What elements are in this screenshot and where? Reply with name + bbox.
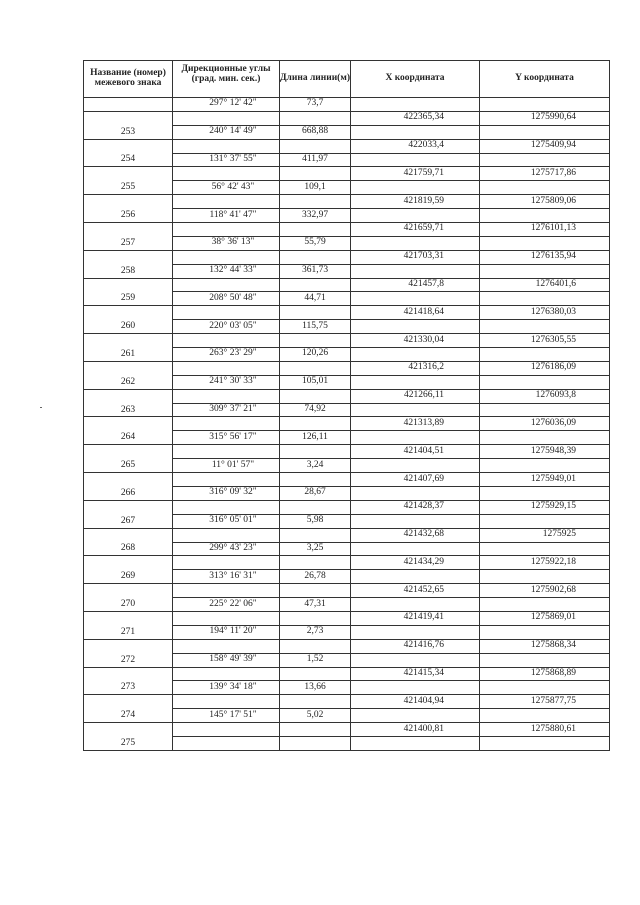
table-row [84, 223, 610, 237]
table-row [84, 611, 610, 625]
x-cell: 421418,64 [351, 306, 480, 320]
y-cell: 1276380,03 [480, 306, 610, 320]
x-cell [351, 542, 480, 556]
length-cell: 126,11 [280, 431, 351, 445]
table-row [84, 639, 610, 653]
table-row [84, 250, 610, 264]
x-cell [351, 486, 480, 500]
angle-cell [173, 667, 280, 681]
x-cell [351, 320, 480, 334]
y-cell [480, 736, 610, 750]
length-cell [280, 139, 351, 153]
point-name-cell: 253 [84, 111, 173, 139]
length-cell [280, 195, 351, 209]
scan-speck [40, 407, 42, 408]
length-cell [280, 667, 351, 681]
angle-cell: 56° 42' 43" [173, 181, 280, 195]
length-cell: 47,31 [280, 598, 351, 612]
y-cell [480, 459, 610, 473]
x-cell [351, 181, 480, 195]
length-cell: 361,73 [280, 264, 351, 278]
length-cell [280, 528, 351, 542]
table-row [84, 445, 610, 459]
length-cell [280, 723, 351, 737]
length-cell: 28,67 [280, 486, 351, 500]
angle-cell: 240° 14' 49" [173, 125, 280, 139]
table-header-row [84, 61, 610, 98]
x-cell [351, 98, 480, 112]
length-cell: 13,66 [280, 681, 351, 695]
y-cell: 1275880,61 [480, 723, 610, 737]
angle-cell [173, 306, 280, 320]
point-name-cell: 274 [84, 695, 173, 723]
angle-cell: 208° 50' 48" [173, 292, 280, 306]
table-row [84, 278, 610, 292]
x-cell: 421400,81 [351, 723, 480, 737]
x-cell [351, 681, 480, 695]
x-cell: 421330,04 [351, 334, 480, 348]
table-body [84, 98, 610, 751]
x-cell [351, 236, 480, 250]
angle-cell [173, 167, 280, 181]
angle-cell [173, 417, 280, 431]
angle-cell: 313° 16' 31" [173, 570, 280, 584]
angle-cell: 38° 36' 13" [173, 236, 280, 250]
length-cell: 115,75 [280, 320, 351, 334]
angle-cell [173, 389, 280, 403]
angle-cell [173, 445, 280, 459]
x-cell [351, 403, 480, 417]
angle-cell [173, 334, 280, 348]
angle-cell [173, 500, 280, 514]
length-cell [280, 445, 351, 459]
point-name-cell: 271 [84, 611, 173, 639]
table-row [84, 584, 610, 598]
name-cell [84, 98, 173, 112]
y-cell [480, 681, 610, 695]
table-row [84, 528, 610, 542]
x-cell [351, 598, 480, 612]
table-row [84, 334, 610, 348]
angle-cell [173, 250, 280, 264]
y-cell: 1276305,55 [480, 334, 610, 348]
angle-cell: 241° 30' 33" [173, 375, 280, 389]
length-cell: 411,97 [280, 153, 351, 167]
angle-cell [173, 723, 280, 737]
length-cell [280, 611, 351, 625]
length-cell [280, 556, 351, 570]
length-cell: 332,97 [280, 209, 351, 223]
boundary-coordinates-table [83, 60, 610, 751]
length-cell: 120,26 [280, 348, 351, 362]
length-cell [280, 361, 351, 375]
y-cell: 1276135,94 [480, 250, 610, 264]
angle-cell: 131° 37' 55" [173, 153, 280, 167]
angle-cell: 316° 09' 32" [173, 486, 280, 500]
x-cell: 421759,71 [351, 167, 480, 181]
angle-cell: 194° 11' 20" [173, 625, 280, 639]
x-cell: 421659,71 [351, 223, 480, 237]
y-cell [480, 375, 610, 389]
point-name-cell: 272 [84, 639, 173, 667]
point-name-cell: 263 [84, 389, 173, 417]
length-cell: 3,24 [280, 459, 351, 473]
length-cell: 3,25 [280, 542, 351, 556]
x-cell: 421432,68 [351, 528, 480, 542]
x-cell [351, 653, 480, 667]
x-cell [351, 125, 480, 139]
length-cell [280, 306, 351, 320]
y-cell: 1276101,13 [480, 223, 610, 237]
table-row [84, 167, 610, 181]
x-cell: 421313,89 [351, 417, 480, 431]
x-cell [351, 736, 480, 750]
header-x: X координата [351, 61, 480, 98]
x-cell [351, 709, 480, 723]
y-cell [480, 598, 610, 612]
point-name-cell: 260 [84, 306, 173, 334]
length-cell: 109,1 [280, 181, 351, 195]
coordinates-sheet [83, 60, 609, 751]
x-cell: 421407,69 [351, 473, 480, 487]
table-row [84, 667, 610, 681]
length-cell: 55,79 [280, 236, 351, 250]
y-cell [480, 570, 610, 584]
y-cell [480, 181, 610, 195]
x-cell: 421457,8 [351, 278, 480, 292]
angle-cell: 263° 23' 29" [173, 348, 280, 362]
angle-cell [173, 736, 280, 750]
length-cell: 5,02 [280, 709, 351, 723]
x-cell: 421452,65 [351, 584, 480, 598]
y-cell: 1276036,09 [480, 417, 610, 431]
y-cell [480, 348, 610, 362]
point-name-cell: 268 [84, 528, 173, 556]
table-row [84, 195, 610, 209]
length-cell [280, 389, 351, 403]
angle-cell [173, 278, 280, 292]
y-cell: 1275925 [480, 528, 610, 542]
length-cell [280, 695, 351, 709]
point-name-cell: 258 [84, 250, 173, 278]
point-name-cell: 257 [84, 223, 173, 251]
y-cell: 1275868,89 [480, 667, 610, 681]
x-cell: 421404,94 [351, 695, 480, 709]
length-cell: 44,71 [280, 292, 351, 306]
angle-cell: 220° 03' 05" [173, 320, 280, 334]
angle-cell [173, 584, 280, 598]
y-cell: 1275948,39 [480, 445, 610, 459]
length-cell [280, 334, 351, 348]
x-cell [351, 292, 480, 306]
table-row [84, 723, 610, 737]
table-row [84, 98, 610, 112]
angle-cell [173, 223, 280, 237]
x-cell [351, 459, 480, 473]
table-row [84, 473, 610, 487]
angle-cell: 299° 43' 23" [173, 542, 280, 556]
y-cell: 1275869,01 [480, 611, 610, 625]
angle-cell [173, 473, 280, 487]
header-angles: Дирекционные углы (град. мин. сек.) [173, 61, 280, 98]
angle-cell: 225° 22' 06" [173, 598, 280, 612]
point-name-cell: 261 [84, 334, 173, 362]
x-cell: 422365,34 [351, 111, 480, 125]
y-cell [480, 264, 610, 278]
angle-cell: 316° 05' 01" [173, 514, 280, 528]
x-cell [351, 570, 480, 584]
y-cell: 1275990,64 [480, 111, 610, 125]
point-name-cell: 255 [84, 167, 173, 195]
point-name-cell: 266 [84, 473, 173, 501]
point-name-cell: 265 [84, 445, 173, 473]
x-cell [351, 514, 480, 528]
x-cell [351, 431, 480, 445]
point-name-cell: 269 [84, 556, 173, 584]
y-cell: 1275902,68 [480, 584, 610, 598]
length-cell [280, 250, 351, 264]
point-name-cell: 262 [84, 361, 173, 389]
y-cell: 1276186,09 [480, 361, 610, 375]
length-cell [280, 278, 351, 292]
x-cell: 421266,11 [351, 389, 480, 403]
header-name: Название (номер) межевого знака [84, 61, 173, 98]
table-row [84, 695, 610, 709]
table-row [84, 417, 610, 431]
table-row [84, 111, 610, 125]
y-cell: 1275868,34 [480, 639, 610, 653]
y-cell: 1275949,01 [480, 473, 610, 487]
y-cell: 1276401,6 [480, 278, 610, 292]
x-cell [351, 375, 480, 389]
y-cell [480, 209, 610, 223]
x-cell: 421415,34 [351, 667, 480, 681]
point-name-cell: 270 [84, 584, 173, 612]
table-row [84, 500, 610, 514]
y-cell [480, 514, 610, 528]
length-cell: 73,7 [280, 98, 351, 112]
angle-cell: 11° 01' 57" [173, 459, 280, 473]
point-name-cell: 275 [84, 723, 173, 751]
table-row [84, 139, 610, 153]
x-cell [351, 264, 480, 278]
y-cell [480, 542, 610, 556]
point-name-cell: 254 [84, 139, 173, 167]
angle-cell [173, 556, 280, 570]
angle-cell [173, 639, 280, 653]
y-cell [480, 125, 610, 139]
angle-cell [173, 695, 280, 709]
x-cell [351, 209, 480, 223]
y-cell: 1276093,8 [480, 389, 610, 403]
length-cell [280, 473, 351, 487]
angle-cell: 158° 49' 39" [173, 653, 280, 667]
x-cell: 421703,31 [351, 250, 480, 264]
x-cell: 421428,37 [351, 500, 480, 514]
x-cell [351, 348, 480, 362]
y-cell [480, 486, 610, 500]
x-cell: 422033,4 [351, 139, 480, 153]
y-cell: 1275717,86 [480, 167, 610, 181]
y-cell: 1275929,15 [480, 500, 610, 514]
y-cell [480, 403, 610, 417]
y-cell: 1275809,06 [480, 195, 610, 209]
length-cell [280, 223, 351, 237]
angle-cell: 297° 12' 42" [173, 98, 280, 112]
point-name-cell: 273 [84, 667, 173, 695]
angle-cell: 145° 17' 51" [173, 709, 280, 723]
y-cell [480, 431, 610, 445]
angle-cell [173, 195, 280, 209]
y-cell [480, 236, 610, 250]
length-cell [280, 111, 351, 125]
x-cell: 421404,51 [351, 445, 480, 459]
point-name-cell: 264 [84, 417, 173, 445]
table-row [84, 389, 610, 403]
x-cell: 421434,29 [351, 556, 480, 570]
angle-cell [173, 139, 280, 153]
x-cell: 421416,76 [351, 639, 480, 653]
table-row [84, 306, 610, 320]
angle-cell [173, 111, 280, 125]
table-row [84, 361, 610, 375]
length-cell [280, 417, 351, 431]
angle-cell: 139° 34' 18" [173, 681, 280, 695]
x-cell: 421419,41 [351, 611, 480, 625]
y-cell [480, 153, 610, 167]
x-cell [351, 153, 480, 167]
length-cell: 105,01 [280, 375, 351, 389]
point-name-cell: 259 [84, 278, 173, 306]
length-cell [280, 639, 351, 653]
angle-cell: 118° 41' 47" [173, 209, 280, 223]
x-cell [351, 625, 480, 639]
x-cell: 421316,2 [351, 361, 480, 375]
length-cell: 1,52 [280, 653, 351, 667]
header-y: Y координата [480, 61, 610, 98]
angle-cell [173, 361, 280, 375]
point-name-cell: 256 [84, 195, 173, 223]
y-cell [480, 320, 610, 334]
angle-cell: 315° 56' 17" [173, 431, 280, 445]
length-cell: 668,88 [280, 125, 351, 139]
y-cell: 1275409,94 [480, 139, 610, 153]
angle-cell [173, 528, 280, 542]
y-cell: 1275877,75 [480, 695, 610, 709]
y-cell [480, 98, 610, 112]
y-cell [480, 709, 610, 723]
point-name-cell: 267 [84, 500, 173, 528]
length-cell: 74,92 [280, 403, 351, 417]
angle-cell: 309° 37' 21" [173, 403, 280, 417]
x-cell: 421819,59 [351, 195, 480, 209]
table-row [84, 556, 610, 570]
length-cell [280, 736, 351, 750]
length-cell [280, 500, 351, 514]
length-cell: 5,98 [280, 514, 351, 528]
y-cell [480, 292, 610, 306]
header-length: Длина линии(м) [280, 61, 351, 98]
y-cell [480, 653, 610, 667]
y-cell [480, 625, 610, 639]
angle-cell: 132° 44' 33" [173, 264, 280, 278]
length-cell [280, 167, 351, 181]
y-cell: 1275922,18 [480, 556, 610, 570]
angle-cell [173, 611, 280, 625]
length-cell: 26,78 [280, 570, 351, 584]
length-cell [280, 584, 351, 598]
length-cell: 2,73 [280, 625, 351, 639]
